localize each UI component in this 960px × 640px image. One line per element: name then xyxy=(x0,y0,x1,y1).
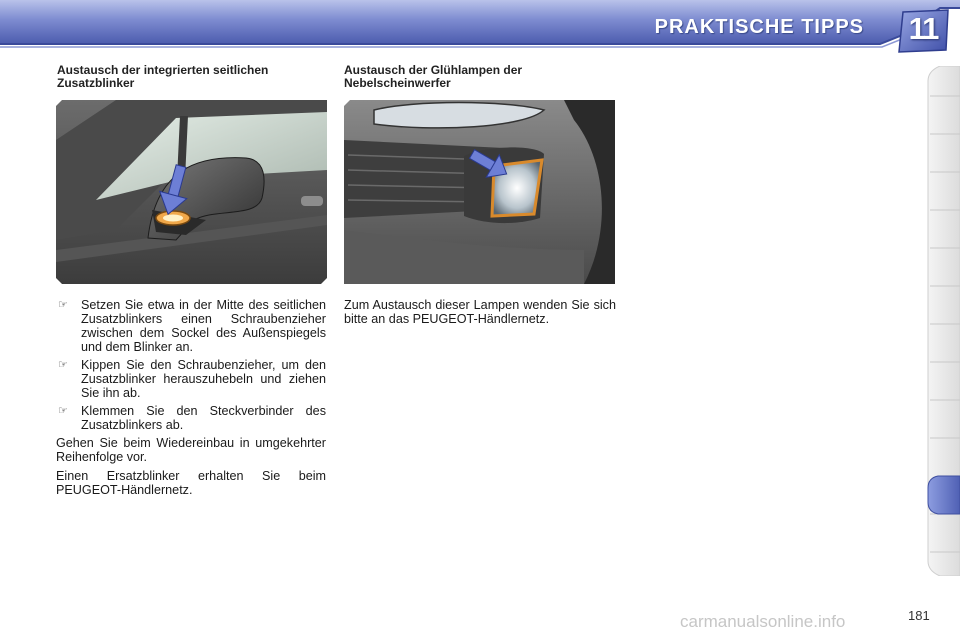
front-fog-lamp-illustration xyxy=(344,100,615,284)
reassembly-note: Gehen Sie beim Wiedereinbau in umgekehrter Reihenfolge vor. xyxy=(56,436,326,464)
chapter-header xyxy=(0,0,960,50)
section-heading-side-indicator: Austausch der integrierten seitlichen Zusatzblinker xyxy=(57,63,269,90)
bullet-text: Setzen Sie etwa in der Mitte des seitlichen Zusatzblinkers einen Schraubenzieher zwischen dem Sockel des Außenspiegels und dem Blinker an. xyxy=(81,298,326,354)
page-number: 181 xyxy=(908,608,930,623)
bullet-text: Klemmen Sie den Steckverbinder des Zusatzblinkers ab. xyxy=(81,404,326,432)
side-mirror-indicator-illustration xyxy=(56,100,327,284)
section-heading-fog-lamps: Austausch der Glühlampen der Nebelscheinwerfer xyxy=(344,63,523,90)
chapter-title: PRAKTISCHE TIPPS xyxy=(654,16,864,38)
bullet-item xyxy=(56,358,326,400)
spare-part-note: Einen Ersatzblinker erhalten Sie beim PEUGEOT-Händlernetz. xyxy=(56,469,326,497)
fog-lamp-instructions: Zum Austausch dieser Lampen wenden Sie sich bitte an das PEUGEOT-Händlernetz. xyxy=(344,298,616,326)
pointing-hand-icon: ☞ xyxy=(58,299,68,311)
left-instructions xyxy=(56,298,326,502)
bullet-item xyxy=(56,404,326,432)
pointing-hand-icon: ☞ xyxy=(58,405,68,417)
watermark: carmanualsonline.info xyxy=(680,612,846,631)
active-chapter-tab[interactable] xyxy=(928,476,960,514)
bullet-text: Kippen Sie den Schraubenzieher, um den Zusatzblinker herauszuhebeln und ziehen Sie ihn ab. xyxy=(81,358,326,400)
chapter-tabs xyxy=(926,66,960,576)
bullet-item xyxy=(56,298,326,354)
pointing-hand-icon: ☞ xyxy=(58,359,68,371)
chapter-number: 11 xyxy=(908,11,938,46)
